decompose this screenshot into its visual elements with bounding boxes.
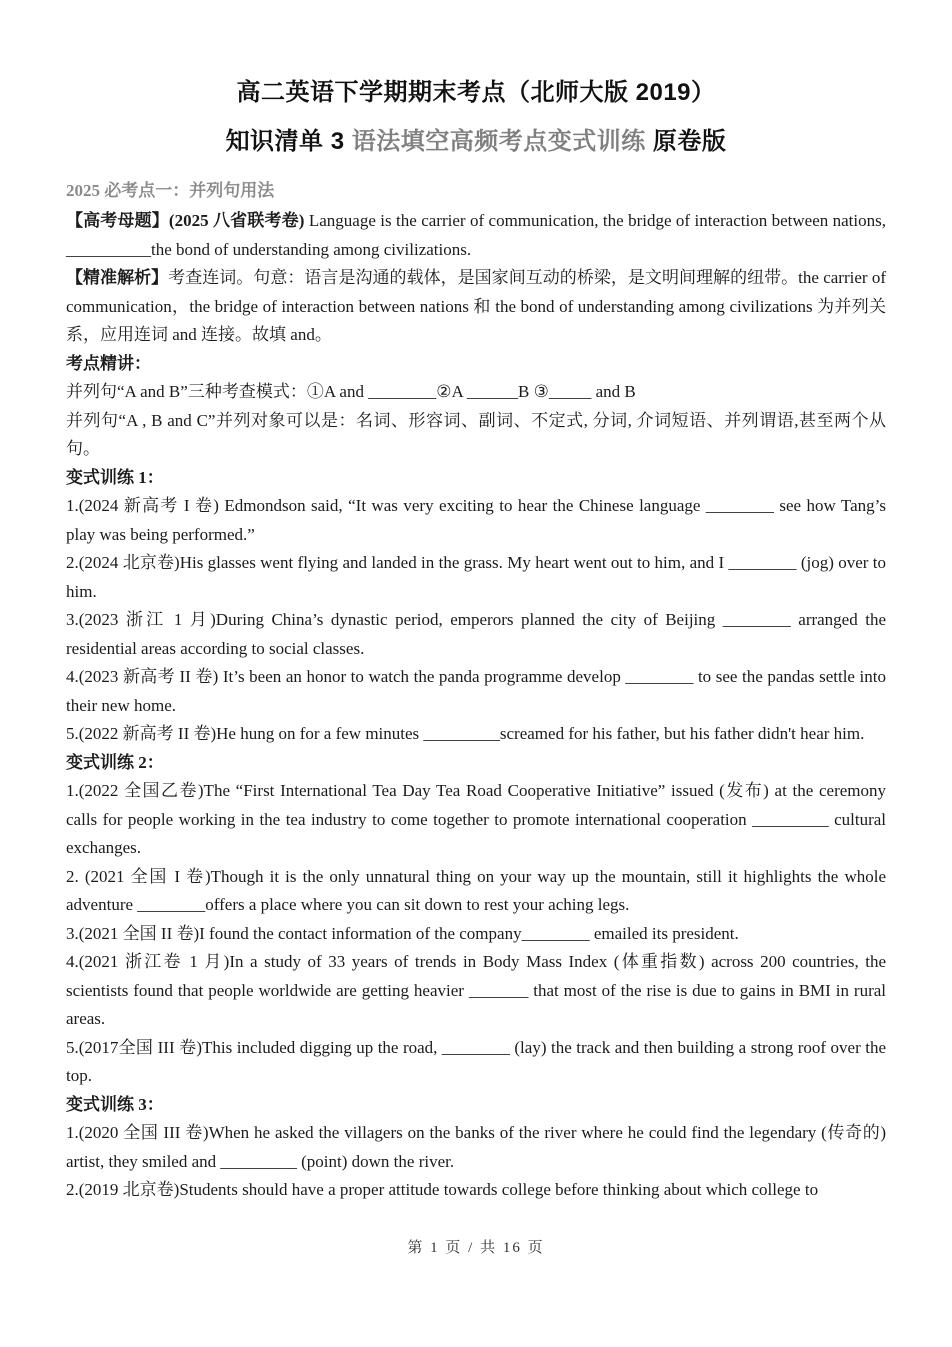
source-question-paragraph xyxy=(66,207,886,264)
mode-line: 并列句“A and B”三种考查模式：①A and ________②A ______B ③_____ and B xyxy=(66,382,636,401)
drill2-item-2: 2. (2021 全国 I 卷)Though it is the only unnatural thing on your way up the mountain, still it highlights the whole adventure ________offers a place where you can sit down to rest your aching legs. xyxy=(66,866,886,914)
drill1-item-2: 2.(2024 北京卷)His glasses went flying and landed in the grass. My heart went out to him, and I ________ (jog) over to him. xyxy=(66,553,886,601)
page-number-footer: 第 1 页 / 共 16 页 xyxy=(407,1240,545,1256)
subtitle-version: 原卷版 xyxy=(645,128,727,155)
drill3-item-1: 1.(2020 全国 III 卷)When he asked the villagers on the banks of the river where he could find the legendary (传奇的) artist, they smiled and _________ (point) down the river. xyxy=(66,1123,886,1171)
drill1-item-3: 3.(2023 浙江 1 月)During China’s dynastic period, emperors planned the city of Beijing ________ arranged the residential areas according to social classes. xyxy=(66,610,886,658)
drill2-item-4: 4.(2021 浙江卷 1 月)In a study of 33 years of trends in Body Mass Index (体重指数) across 200 countries, the scientists found that people worldwide are getting heavier _______ that most of the rise is due to gains in BMI in rural areas. xyxy=(66,952,886,1028)
drill2-item-5: 5.(2017全国 III 卷)This included digging up the road, ________ (lay) the track and then building a strong roof over the top. xyxy=(66,1037,886,1085)
drill2-item-1: 1.(2022 全国乙卷)The “First International Tea Day Tea Road Cooperative Initiative” issued (发布) at the ceremony calls for people working in the tea industry to come together to promote international cooperation _________ cultural exchanges. xyxy=(66,781,886,857)
subtitle-topic: 语法填空高频考点变式训练 xyxy=(351,128,646,155)
source-question-lead: 【高考母题】(2025 八省联考卷) xyxy=(66,211,305,230)
parallel-objects-line: 并列句“A , B and C”并列对象可以是：名词、形容词、副词、不定式, 分词, 介词短语、并列谓语,甚至两个从句。 xyxy=(66,410,886,458)
drill1-item-1: 1.(2024 新高考 I 卷) Edmondson said, “It was very exciting to hear the Chinese language ________ see how Tang’s play was being performed.” xyxy=(66,496,886,544)
page-title: 高二英语下学期期末考点（北师大版 2019） xyxy=(236,79,716,106)
page-subtitle xyxy=(66,127,886,157)
analysis-paragraph xyxy=(66,264,886,350)
source-question-body: Language is the carrier of communication, the bridge of interaction between nations, __________the bond of understanding among civilizations. xyxy=(66,211,886,259)
drill1-heading: 变式训练 1： xyxy=(66,467,164,487)
key-points-heading: 考点精讲： xyxy=(66,353,151,373)
analysis-lead: 【精准解析】 xyxy=(66,268,169,287)
drill1-item-5: 5.(2022 新高考 II 卷)He hung on for a few minutes _________screamed for his father, but his father didn't hear him. xyxy=(66,724,865,743)
analysis-body: 考查连词。句意：语言是沟通的载体，是国家间互动的桥梁，是文明间理解的纽带。the carrier of communication，the bridge of interaction between nations 和 the bond of understanding among civilizations 为并列关系，应用连词 and 连接。故填 and。 xyxy=(66,268,886,344)
drill2-heading: 变式训练 2： xyxy=(66,752,164,772)
drill3-heading: 变式训练 3： xyxy=(66,1094,164,1114)
drill2-item-3: 3.(2021 全国 II 卷)I found the contact information of the company________ emailed its president. xyxy=(66,923,739,943)
drill3-item-2: 2.(2019 北京卷)Students should have a proper attitude towards college before thinking about which college to xyxy=(66,1180,819,1199)
subtitle-list-number: 知识清单 3 xyxy=(225,128,352,155)
drill1-item-4: 4.(2023 新高考 II 卷) It’s been an honor to watch the panda programme develop ________ to see the pandas settle into their new home. xyxy=(66,667,886,715)
section-label: 2025 必考点一：并列句用法 xyxy=(66,181,275,200)
